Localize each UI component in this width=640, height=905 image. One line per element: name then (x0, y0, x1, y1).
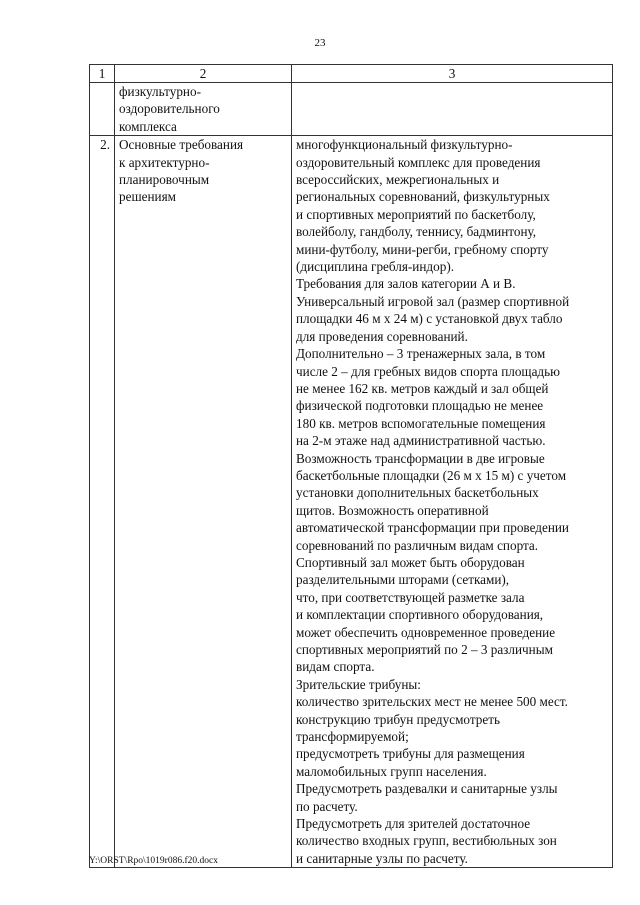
page-number: 23 (314, 37, 326, 49)
footer-file-path: Y:\ORST\Rpo\1019r086.f20.docx (89, 856, 218, 866)
content-line: не менее 162 кв. метров каждый и зал общей (296, 380, 549, 396)
content-line: Возможность трансформации в две игровые (296, 450, 545, 466)
content-line: 180 кв. метров вспомогательные помещения (296, 415, 546, 431)
continuation-subject-line: комплекса (119, 118, 177, 134)
content-line: волейболу, гандболу, теннису, бадминтону, (296, 224, 537, 240)
subject-line: к архитектурно- (119, 154, 210, 170)
content-line: спортивных мероприятий по 2 – 3 различным (296, 642, 553, 657)
content-line: количество зрительских мест не менее 500 мест. (296, 694, 568, 710)
content-line: Предусмотреть для зрителей достаточное (296, 816, 531, 832)
content-line: конструкцию трибун предусмотреть (296, 711, 500, 727)
content-line: всероссийских, межрегиональных и (296, 172, 500, 188)
requirement-subject-cell (115, 136, 292, 868)
continuation-number-cell (90, 83, 115, 136)
subject-line: Основные требования (119, 137, 244, 153)
column-header-1: 1 (90, 65, 115, 83)
content-line: (дисциплина гребля-индор). (296, 259, 455, 275)
content-line: трансформируемой; (296, 729, 409, 745)
content-line: Требования для залов категории А и В. (296, 276, 516, 292)
content-line: на 2-м этаже над административной частью. (296, 433, 546, 449)
content-line: мини-футболу, мини-регби, гребному спорту (296, 241, 549, 257)
content-line: что, при соответствующей разметке зала (296, 589, 525, 605)
content-line: автоматической трансформации при проведении (296, 520, 569, 536)
content-line: Зрительские трибуны: (296, 676, 421, 692)
column-header-3: 3 (292, 65, 613, 83)
requirement-content-cell (292, 136, 613, 868)
content-line: щитов. Возможность оперативной (296, 502, 489, 518)
content-line: может обеспечить одновременное проведение (296, 624, 556, 640)
content-line: и комплектации спортивного оборудования, (296, 607, 544, 623)
content-line: региональных соревнований, физкультурных (296, 189, 550, 205)
row-number: 2. (90, 136, 115, 868)
column-header-2: 2 (115, 65, 292, 83)
content-line: физической подготовки площадью не менее (296, 398, 544, 414)
content-line: Дополнительно – 3 тренажерных зала, в том (296, 346, 546, 362)
subject-line: решениям (119, 189, 176, 205)
content-line: установки дополнительных баскетбольных (296, 485, 539, 501)
content-line: Спортивный зал может быть оборудован (296, 554, 525, 570)
content-line: видам спорта. (296, 659, 375, 675)
continuation-subject-line: физкультурно- (119, 84, 201, 99)
continuation-content-cell (292, 83, 613, 136)
content-line: и санитарные узлы по расчету. (296, 850, 468, 866)
content-line: площадки 46 м х 24 м) с установкой двух табло (296, 311, 563, 327)
content-line: предусмотреть трибуны для размещения (296, 746, 525, 762)
content-line: баскетбольные площадки (26 м х 15 м) с учетом (296, 467, 567, 483)
content-line: Предусмотреть раздевалки и санитарные узлы (296, 781, 558, 797)
content-line: числе 2 – для гребных видов спорта площадью (296, 363, 561, 379)
content-line: соревнований по различным видам спорта. (296, 537, 539, 553)
table-header-row (90, 65, 613, 83)
content-line: оздоровительный комплекс для проведения (296, 154, 541, 170)
continuation-subject-cell (115, 83, 292, 136)
content-line: количество входных групп, вестибюльных зон (296, 833, 557, 849)
continuation-row (90, 83, 613, 136)
content-line: и спортивных мероприятий по баскетболу, (296, 206, 536, 222)
content-line: по расчету. (296, 798, 358, 814)
table-row (90, 136, 613, 868)
content-line: для проведения соревнований. (296, 328, 468, 344)
content-line: разделительными шторами (сетками), (296, 572, 510, 588)
content-line: многофункциональный физкультурно- (296, 137, 513, 153)
subject-line: планировочным (119, 172, 210, 188)
continuation-subject-line: оздоровительного (119, 101, 220, 117)
content-line: маломобильных групп населения. (296, 763, 487, 779)
requirements-table (89, 64, 613, 868)
content-line: Универсальный игровой зал (размер спортивной (296, 293, 570, 309)
